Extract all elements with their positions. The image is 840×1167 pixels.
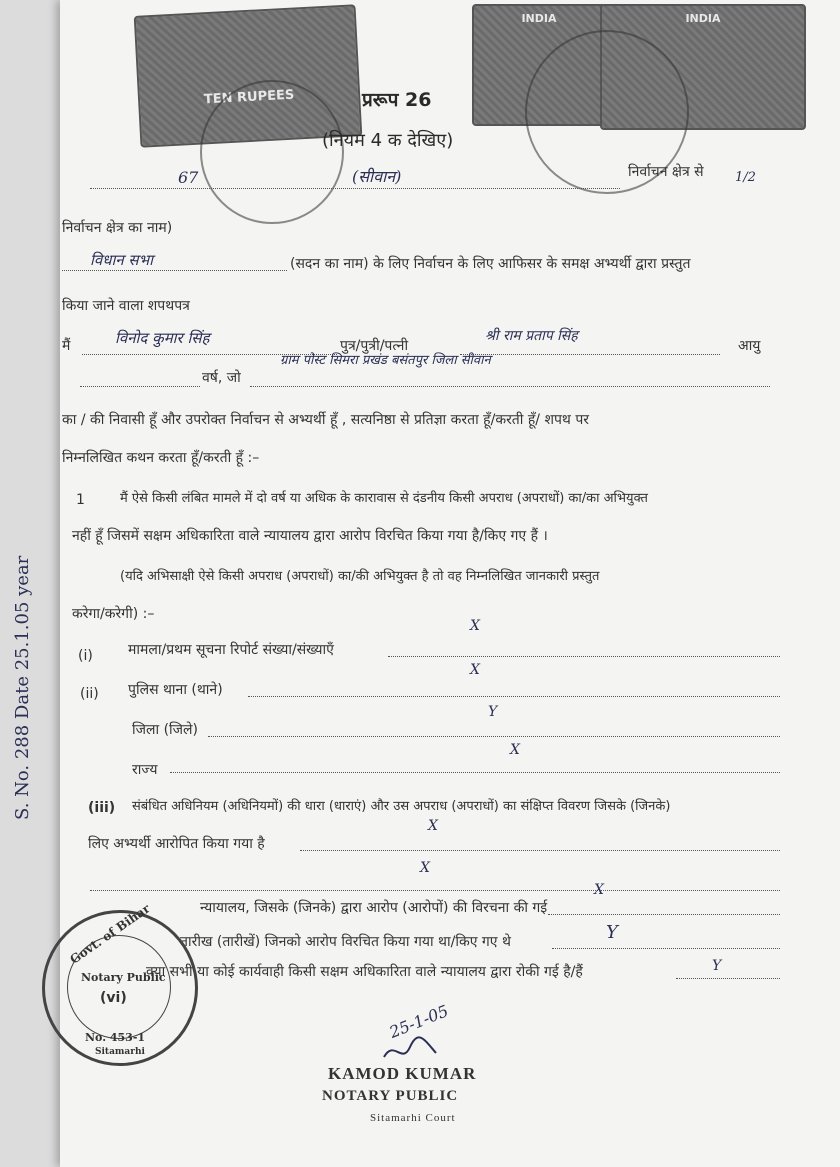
son-daughter-label: पुत्र/पुत्री/पत्नी	[340, 338, 409, 354]
statement-line: निम्नलिखित कथन करता हूँ/करती हूँ :–	[62, 450, 260, 466]
item-i-blank	[388, 656, 780, 657]
item-iii-text-2: लिए अभ्यर्थी आरोपित किया गया है	[88, 836, 265, 852]
years-who-label: वर्ष, जो	[202, 370, 241, 386]
item-ii-blank	[248, 696, 780, 697]
postmark-left	[200, 80, 344, 224]
form-title: प्ररूप 26	[362, 89, 432, 111]
state-label: राज्य	[132, 762, 158, 778]
seal-place: Sitamarhi	[95, 1047, 145, 1057]
side-register-note: S. No. 288 Date 25.1.05 year	[12, 555, 33, 820]
item-vi-number: (vi)	[100, 990, 127, 1006]
handwritten-name: विनोद कुमार सिंह	[115, 329, 210, 347]
clause-1-line-2: नहीं हूँ जिसमें सक्षम अधिकारिता वाले न्यायालय द्वारा आरोप विरचित किया गया है/किए गए हैं ।	[72, 528, 548, 544]
item-ii-number: (ii)	[80, 686, 99, 702]
handwritten-date: 25-1-05	[386, 1001, 452, 1042]
mark-9: Y	[712, 958, 722, 974]
age-blank	[80, 386, 200, 387]
house-label: (सदन का नाम) के लिए निर्वाचन के लिए आफिसर के समक्ष अभ्यर्थी द्वारा प्रस्तुत	[290, 256, 691, 272]
mark-3: Y	[488, 704, 498, 720]
address-blank	[250, 386, 770, 387]
district-blank	[208, 736, 780, 737]
item-vi-blank	[676, 978, 780, 979]
mark-7: X	[594, 882, 604, 898]
constituency-name-label: निर्वाचन क्षेत्र का नाम)	[62, 220, 173, 236]
notary-name: KAMOD KUMAR	[328, 1064, 477, 1083]
state-blank	[170, 772, 780, 773]
mark-8: Y	[606, 922, 618, 943]
age-label: आयु	[738, 338, 761, 354]
clause-1-line-4: करेगा/करेगी) :–	[72, 606, 155, 622]
house-blank	[62, 270, 287, 271]
constituency-suffix: निर्वाचन क्षेत्र से	[628, 164, 704, 180]
item-v-text: तारीख (तारीखें) जिनको आरोप विरचित किया गया था/किए गए थे	[180, 934, 511, 950]
constituency-blank	[90, 188, 620, 189]
mark-1: X	[470, 618, 480, 634]
district-label: जिला (जिले)	[132, 722, 199, 738]
clause-1-line-3: (यदि अभिसाक्षी ऐसे किसी अपराध (अपराधों) का/की अभियुक्त है तो वह निम्नलिखित जानकारी प्रस्तुत	[120, 569, 600, 584]
resident-line: का / की निवासी हूँ और उपरोक्त निर्वाचन से अभ्यर्थी हूँ , सत्यनिष्ठा से प्रतिज्ञा करता हूँ/करती हूँ/ शपथ पर	[62, 412, 590, 428]
handwritten-constituency: (सीवान)	[352, 167, 402, 186]
item-v-blank	[552, 948, 780, 949]
item-i-text: मामला/प्रथम सूचना रिपोर्ट संख्या/संख्याएँ	[128, 642, 334, 658]
handwritten-constituency-number: 67	[178, 168, 199, 187]
mark-4: X	[510, 742, 520, 758]
handwritten-house: विधान सभा	[90, 251, 153, 269]
item-iv-text: न्यायालय, जिसके (जिनके) द्वारा आरोप (आरोपों) की विरचना की गई	[200, 900, 548, 916]
handwritten-fraction: 1/2	[735, 170, 756, 185]
item-vi-text: क्या सभी या कोई कार्यवाही किसी सक्षम अधिकारिता वाले न्यायालय द्वारा रोकी गई है/हैं	[146, 964, 583, 980]
mark-2: X	[470, 662, 480, 678]
clause-1-line-1: मैं ऐसे किसी लंबित मामले में दो वर्ष या अधिक के कारावास से दंडनीय किसी अपराध (अपराधों) का/का अभियुक्त	[120, 491, 648, 506]
clause-1-number: 1	[76, 492, 85, 508]
item-iii-text: संबंधित अधिनियम (अधिनियमों) की धारा (धाराएं) और उस अपराध (अपराधों) का संक्षिप्त विवरण जिसके (जिनके)	[132, 799, 671, 814]
seal-middle-text: Notary Public	[81, 971, 166, 984]
notary-title: NOTARY PUBLIC	[322, 1088, 459, 1104]
affidavit-label: किया जाने वाला शपथपत्र	[62, 298, 190, 314]
father-blank	[460, 354, 720, 355]
mark-6: X	[420, 860, 430, 876]
notary-signature	[380, 1035, 440, 1065]
item-iii-blank-2	[90, 890, 780, 891]
notary-place: Sitamarhi Court	[370, 1112, 456, 1124]
stamp-label: INDIA	[521, 12, 557, 25]
mark-5: X	[428, 818, 438, 834]
stamp-label: INDIA	[685, 12, 721, 25]
seal-top-text: Govt. of Bihar	[67, 901, 153, 967]
handwritten-father: श्री राम प्रताप सिंह	[485, 328, 578, 344]
item-i-number: (i)	[78, 648, 93, 664]
item-ii-text: पुलिस थाना (थाने)	[128, 682, 223, 698]
item-iii-number: (iii)	[88, 800, 116, 816]
seal-number: No. 453-1	[85, 1031, 146, 1044]
me-label: मैं	[62, 338, 71, 354]
form-subtitle: (नियम 4 क देखिए)	[322, 130, 454, 151]
notary-seal	[42, 901, 198, 1066]
handwritten-address: ग्राम पोस्ट सिमरा प्रखंड बसंतपुर जिला सीवान	[280, 353, 491, 368]
item-iv-blank	[548, 914, 780, 915]
item-iii-blank	[300, 850, 780, 851]
stamp-label: TEN RUPEES	[203, 87, 295, 108]
